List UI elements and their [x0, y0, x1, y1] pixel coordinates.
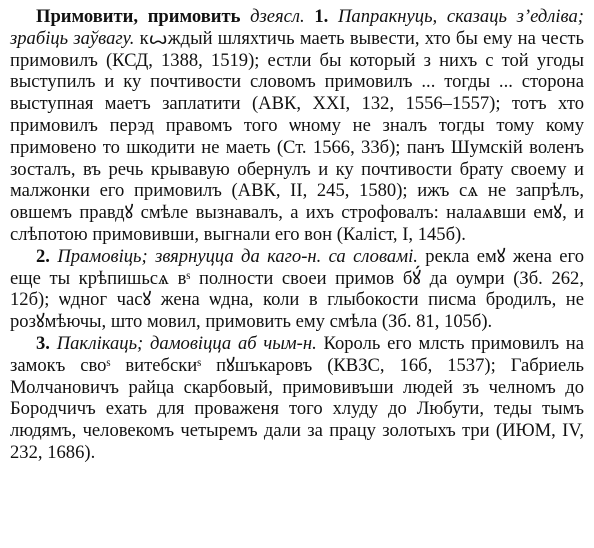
entry-sense-3	[10, 333, 584, 464]
entry-sense-1	[10, 6, 584, 246]
sense-number: 1.	[314, 6, 329, 27]
sense-gloss: Прамовіць; звярнуцца да каго-н. са словамі.	[57, 245, 418, 267]
headword: Примовити, примовить	[36, 6, 241, 27]
sense-gloss: Паклікаць; дамовіцца аб чым-н.	[56, 332, 317, 354]
sense-citations: рекла емꙋ жена его еще ты крѣпишьсѧ вˢ полности своеи примов бꙋ́ да оумри (Зб. 262, 12б); ѡдног часꙋ жена ѡдна, коли в глыбокости писма бродилъ, не розꙋмѣючы, што мовил, примовить ему смѣла (Зб. 81, 105б).	[10, 245, 584, 333]
sense-number: 2.	[36, 245, 50, 267]
sense-citations: Король его млсть примовилъ на замокъ своˢ витебскиˢ пꙋшъкаровъ (КВЗС, 16б, 1537); Габриель Молчановичъ райца скарбовый, примовивъши людей зъ челномъ до Бородчичъ ехать для проваженя того хлуду до Любути, теды тымъ людямъ, человекомъ четыремъ дали за працу золотыхъ три (ИЮМ, IV, 232, 1686).	[10, 332, 585, 463]
part-of-speech: дзеясл.	[250, 6, 305, 27]
sense-citations: кꙍждый шляхтичь маеть вывести, хто бы ему на честь примовилъ (КСД, 1388, 1519); естли бы который з нихъ с той угоды выступилъ и ку почтивости словомъ примовилъ ... тогды ... сторона выступная маетъ заплатити (АВК, XXI, 132, 1556–1557); тотъ хто примовилъ перэд правомъ того ѡному не зналъ тогды тому кому примовено то шкодити не маеть (Ст. 1566, 33б); панъ Шумскій воленъ зосталъ, въ речь крывавую обернулъ и ку почтивости брату своему и малжонки его примовилъ (АВК, II, 245, 1580); ижъ сѧ не запрѣлъ, овшемъ правдꙋ смѣле вызнавалъ, а ихъ строфовалъ: налаѧвши емꙋ, и слѣпотою примовивши, выгнали его вон (Каліст, I, 145б).	[10, 27, 584, 245]
entry-sense-2	[10, 246, 584, 333]
sense-gloss: Папракнуць, сказаць з’едліва; зрабіць заўвагу.	[10, 6, 584, 49]
sense-number: 3.	[36, 332, 50, 354]
